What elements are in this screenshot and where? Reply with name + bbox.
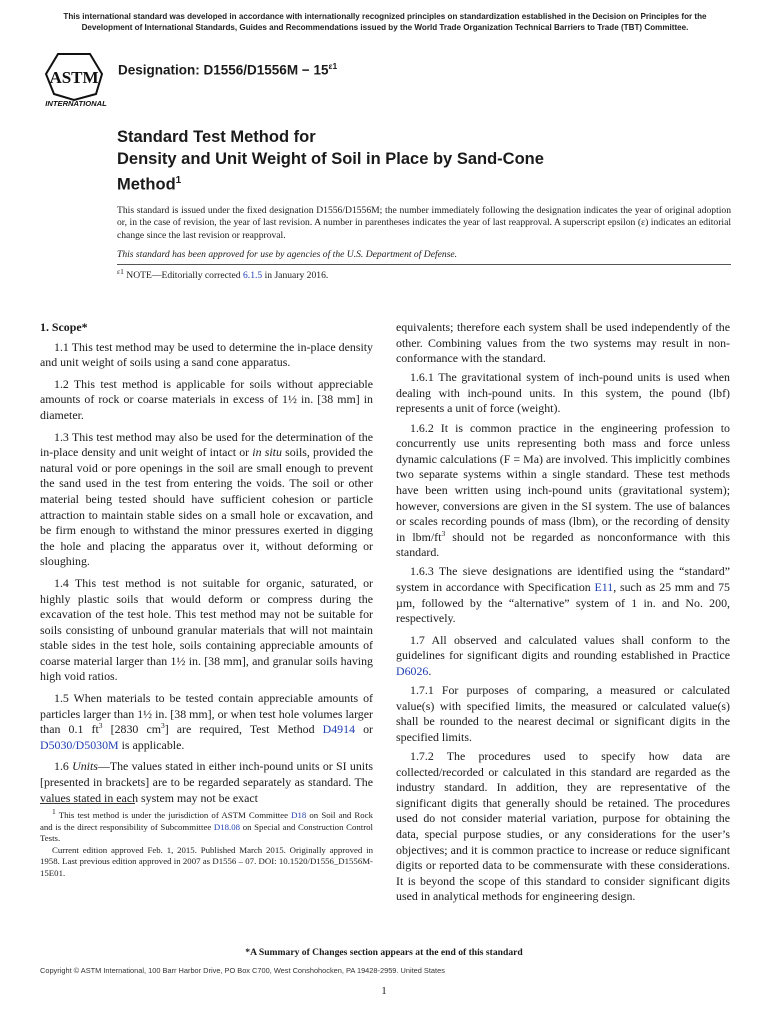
- editorial-note-text: NOTE—Editorially corrected: [123, 270, 243, 281]
- para-1-5-b: [2830 cm: [102, 722, 161, 737]
- para-1-3-b: soils, provided the natural void or pore openings in the soil are small enough to prevent the sand used in the test from entering the voids. The soil or other material being tested should have sufficient cohesion or particle attraction to maintain stable sides on a small hole or excavation, and be firm enough to withstand the minor pressures exerted in digging the hole and placing the apparatus over it, without deforming or sloughing.: [40, 445, 374, 569]
- para-1-6-2-sup: 3: [441, 528, 446, 538]
- para-1-3-italic: in situ: [252, 445, 282, 460]
- para-1-3: [40, 430, 373, 570]
- right-column: [396, 320, 730, 905]
- designation-epsilon: ε1: [328, 61, 338, 71]
- title-line-1: Standard Test Method for: [117, 128, 316, 146]
- para-1-6-b: —The values stated in either inch-pound units or SI units [presented in brackets] are to be regarded separately as standard. The values stated in each system may not be exact: [40, 759, 373, 805]
- copyright: Copyright © ASTM International, 100 Barr Harbor Drive, PO Box C700, West Conshohocken, PA 19428-2959. United States: [40, 966, 445, 975]
- link-e11[interactable]: E11: [594, 580, 614, 594]
- editorial-note-tail: in January 2016.: [262, 270, 329, 281]
- section-link-6-1-5[interactable]: 6.1.5: [243, 270, 263, 281]
- editorial-note-epsilon: ε1: [117, 266, 124, 276]
- para-1-1: 1.1 This test method may be used to determine the in-place density and unit weight of soils using a sand cone apparatus.: [40, 339, 373, 370]
- para-1-5-c: ] are required, Test Method: [164, 722, 323, 737]
- para-1-6-3-a: 1.6.3 The sieve designations are identified using the “standard” system in accordance with Specification: [396, 564, 730, 594]
- summary-of-changes-note: *A Summary of Changes section appears at the end of this standard: [245, 947, 523, 958]
- document-title: [117, 127, 544, 196]
- para-1-2: 1.2 This test method is applicable for soils without appreciable amounts of rock or coarse materials in excess of 1½ in. [38 mm] in diameter.: [40, 376, 373, 422]
- left-column: [40, 320, 373, 806]
- footnote-1-b: on Soil and Rock and is the direct responsibility of Subcommittee: [40, 810, 373, 832]
- title-footnote-ref: 1: [175, 175, 182, 186]
- astm-logo: [40, 50, 110, 108]
- para-1-6-2-a: 1.6.2 It is common practice in the engineering profession to concurrently use units representing both mass and force unless dynamic calculations (F = Ma) are involved. This implicitly combines two separate systems within a single standard. These test methods have been written using inch-pound units (gravitational system); however, conversions are given in the SI system. The use of balances or scales recording pounds of mass (lbm), or the recording of density in lbm/ft: [396, 420, 730, 544]
- para-1-5-e: is applicable.: [118, 737, 185, 752]
- dod-statement: This standard has been approved for use by agencies of the U.S. Department of Defense.: [117, 249, 458, 260]
- standards-notice: This international standard was developed in accordance with internationally recognized principles on standardization established in the Decision on Principles for the Development of International Standards, Guides and Recommendations issued by the World Trade Organization Technical Barriers to Trade (TBT) Committee.: [63, 12, 707, 32]
- para-1-5-a: 1.5 When materials to be tested contain appreciable amounts of particles larger than 1½ in. [38 mm], or when test hole volumes larger than 0.1 ft: [40, 691, 373, 737]
- para-1-6-cont: equivalents; therefore each system shall be used independently of the other. Combining values from the two systems may result in non-conformance with the standard.: [396, 320, 730, 366]
- footnote-1: [40, 807, 374, 845]
- footnote-1-c: on Special and Construction Control Tests.: [40, 821, 374, 843]
- para-1-7: [396, 633, 730, 680]
- link-d4914[interactable]: D4914: [322, 722, 356, 737]
- para-1-6-2: [396, 421, 730, 561]
- issued-statement: This standard is issued under the fixed designation D1556/D1556M; the number immediately following the designation indicates the year of original adoption or, in the case of revision, the year of last revision. A number in parentheses indicates the year of last reapproval. A superscript epsilon (ε) indicates an editorial change since the last revision or reapproval.: [117, 205, 731, 241]
- para-1-4: 1.4 This test method is not suitable for organic, saturated, or highly plastic soils that would deform or compress during the excavation of the test hole. This test method may not be suitable for soils consisting of unbound granular materials that will not maintain stable sides in the test hole, soils containing appreciable amounts of coarse material larger than 1½ in. [38 mm], and granular soils having high void ratios.: [40, 575, 373, 684]
- designation-label: Designation: D1556/D1556M − 15: [118, 62, 329, 78]
- para-1-7-2: 1.7.2 The procedures used to specify how data are collected/recorded or calculated in this standard are regarded as the industry standard. In addition, they are representative of the significant digits that generally should be retained. The procedures used do not consider material variation, purpose for obtaining the data, special purpose studies, or any considerations for the user’s objectives; and it is common practice to increase or reduce significant digits or reported data to be commensurate with these considerations. It is beyond the scope of this standard to consider significant digits used in analytical methods for engineering design.: [396, 748, 730, 904]
- footnote-1-marker: 1: [52, 807, 56, 817]
- footnote-divider: [40, 803, 135, 804]
- para-1-7-a: 1.7 All observed and calculated values shall conform to the guidelines for significant digits and rounding established in Practice: [396, 632, 730, 663]
- para-1-5: [40, 691, 373, 753]
- para-1-5-sup-1: 3: [98, 721, 103, 731]
- link-d6026[interactable]: D6026: [396, 663, 429, 678]
- footnote-1-edition: Current edition approved Feb. 1, 2015. Published March 2015. Originally approved in 1958. Last previous edition approved in 2007 as D1556 – 07. DOI: 10.1520/D1556_D1556M-15E01.: [40, 844, 373, 878]
- para-1-6-italic: Units: [72, 759, 98, 774]
- para-1-5-sup-2: 3: [160, 721, 165, 731]
- link-d18-08[interactable]: D18.08: [213, 821, 241, 832]
- logo-wordmark: ASTM: [49, 68, 99, 87]
- para-1-6: [40, 759, 373, 806]
- footnote-1-a: This test method is under the jurisdiction of ASTM Committee: [55, 810, 292, 820]
- para-1-5-d: or: [355, 722, 374, 737]
- para-1-6-1: 1.6.1 The gravitational system of inch-pound units is used when dealing with inch-pound units. In this system, the pound (lbf) represents a unit of force (weight).: [396, 370, 730, 416]
- para-1-3-a: 1.3 This test method may also be used for the determination of the in-place density and unit weight of intact or: [40, 429, 373, 460]
- para-1-6-2-b: should not be regarded as nonconformance with this standard.: [396, 529, 730, 560]
- page-number: 1: [381, 985, 387, 997]
- link-d5030[interactable]: D5030/D5030M: [40, 737, 119, 752]
- footnote: [40, 807, 374, 879]
- para-1-7-b: .: [428, 663, 432, 678]
- designation: [118, 61, 337, 78]
- editorial-note: [117, 266, 329, 281]
- para-1-6-3-b: , such as 25 mm and 75 µm, followed by the “alternative” system of 1 in. and No. 200, respectively.: [396, 580, 730, 626]
- link-d18[interactable]: D18: [291, 810, 307, 820]
- para-1-6-3: [396, 564, 730, 626]
- para-1-7-1: 1.7.1 For purposes of comparing, a measured or calculated value(s) with specified limits, the measured or calculated value(s) shall be rounded to the nearest decimal or significant digits in the specified limits.: [396, 683, 730, 744]
- title-line-2: Density and Unit Weight of Soil in Place by Sand-Cone: [117, 149, 544, 168]
- divider: [117, 264, 731, 265]
- section-heading-scope: 1. Scope*: [40, 320, 88, 334]
- title-line-3-text: Method: [117, 175, 176, 194]
- para-1-6-a: 1.6: [54, 759, 73, 774]
- logo-subtitle: INTERNATIONAL: [45, 99, 107, 108]
- title-line-3: [117, 170, 544, 196]
